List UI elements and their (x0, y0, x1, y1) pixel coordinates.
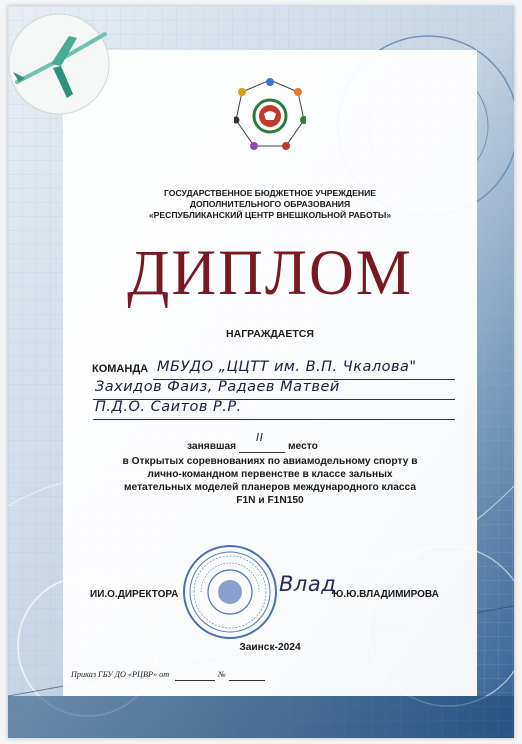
description-line-1: в Открытых соревнованиях по авиамодельному спорту в (122, 456, 418, 467)
order-number-sign: № (218, 670, 226, 679)
order-ref-prefix: Приказ ГБУ ДО «РЦВР» от (71, 670, 170, 679)
recipient-line-1: МБУДО „ЦЦТТ им. В.П. Чкалова" (157, 359, 417, 375)
recipient-line-2: Захидов Фаиз, Радаев Матвей (95, 379, 340, 395)
description-line-4: F1N и F1N150 (236, 495, 304, 506)
handwritten-signature: Влад (279, 572, 337, 596)
placement-value: II (256, 431, 264, 444)
order-number-rule (229, 680, 265, 681)
org-line-3: «РЕСПУБЛИКАНСКИЙ ЦЕНТР ВНЕШКОЛЬНОЙ РАБОТЫ» (148, 210, 392, 220)
emblem-logo (234, 78, 306, 154)
team-prefix: КОМАНДА (92, 363, 149, 375)
place-date: Заинск-2024 (239, 642, 301, 653)
order-date-rule (175, 680, 215, 681)
awarded-label: НАГРАЖДАЕТСЯ (226, 328, 314, 340)
signer-position: ИИ.О.ДИРЕКТОРА (90, 589, 179, 600)
description-line-3: метательных моделей планеров международного класса (124, 482, 416, 493)
description-line-2: лично-командном первенстве в классе зальных (147, 469, 393, 480)
content-panel (63, 50, 477, 696)
official-stamp (181, 543, 279, 641)
signer-name: Ю.Ю.ВЛАДИМИРОВА (333, 589, 439, 600)
placement-before: занявшая (187, 441, 237, 452)
diploma-title: ДИПЛОМ (127, 237, 413, 309)
org-line-2: ДОПОЛНИТЕЛЬНОГО ОБРАЗОВАНИЯ (189, 199, 351, 209)
recipient-line-3: П.Д.О. Саитов Р.Р. (95, 399, 242, 415)
diploma-sheet (8, 6, 514, 738)
placement-after: место (288, 441, 318, 452)
org-line-1: ГОСУДАРСТВЕННОЕ БЮДЖЕТНОЕ УЧРЕЖДЕНИЕ (164, 188, 376, 198)
placement-rule (239, 452, 285, 453)
recipient-line-3-rule (93, 419, 455, 420)
glider-illustration (8, 12, 117, 122)
